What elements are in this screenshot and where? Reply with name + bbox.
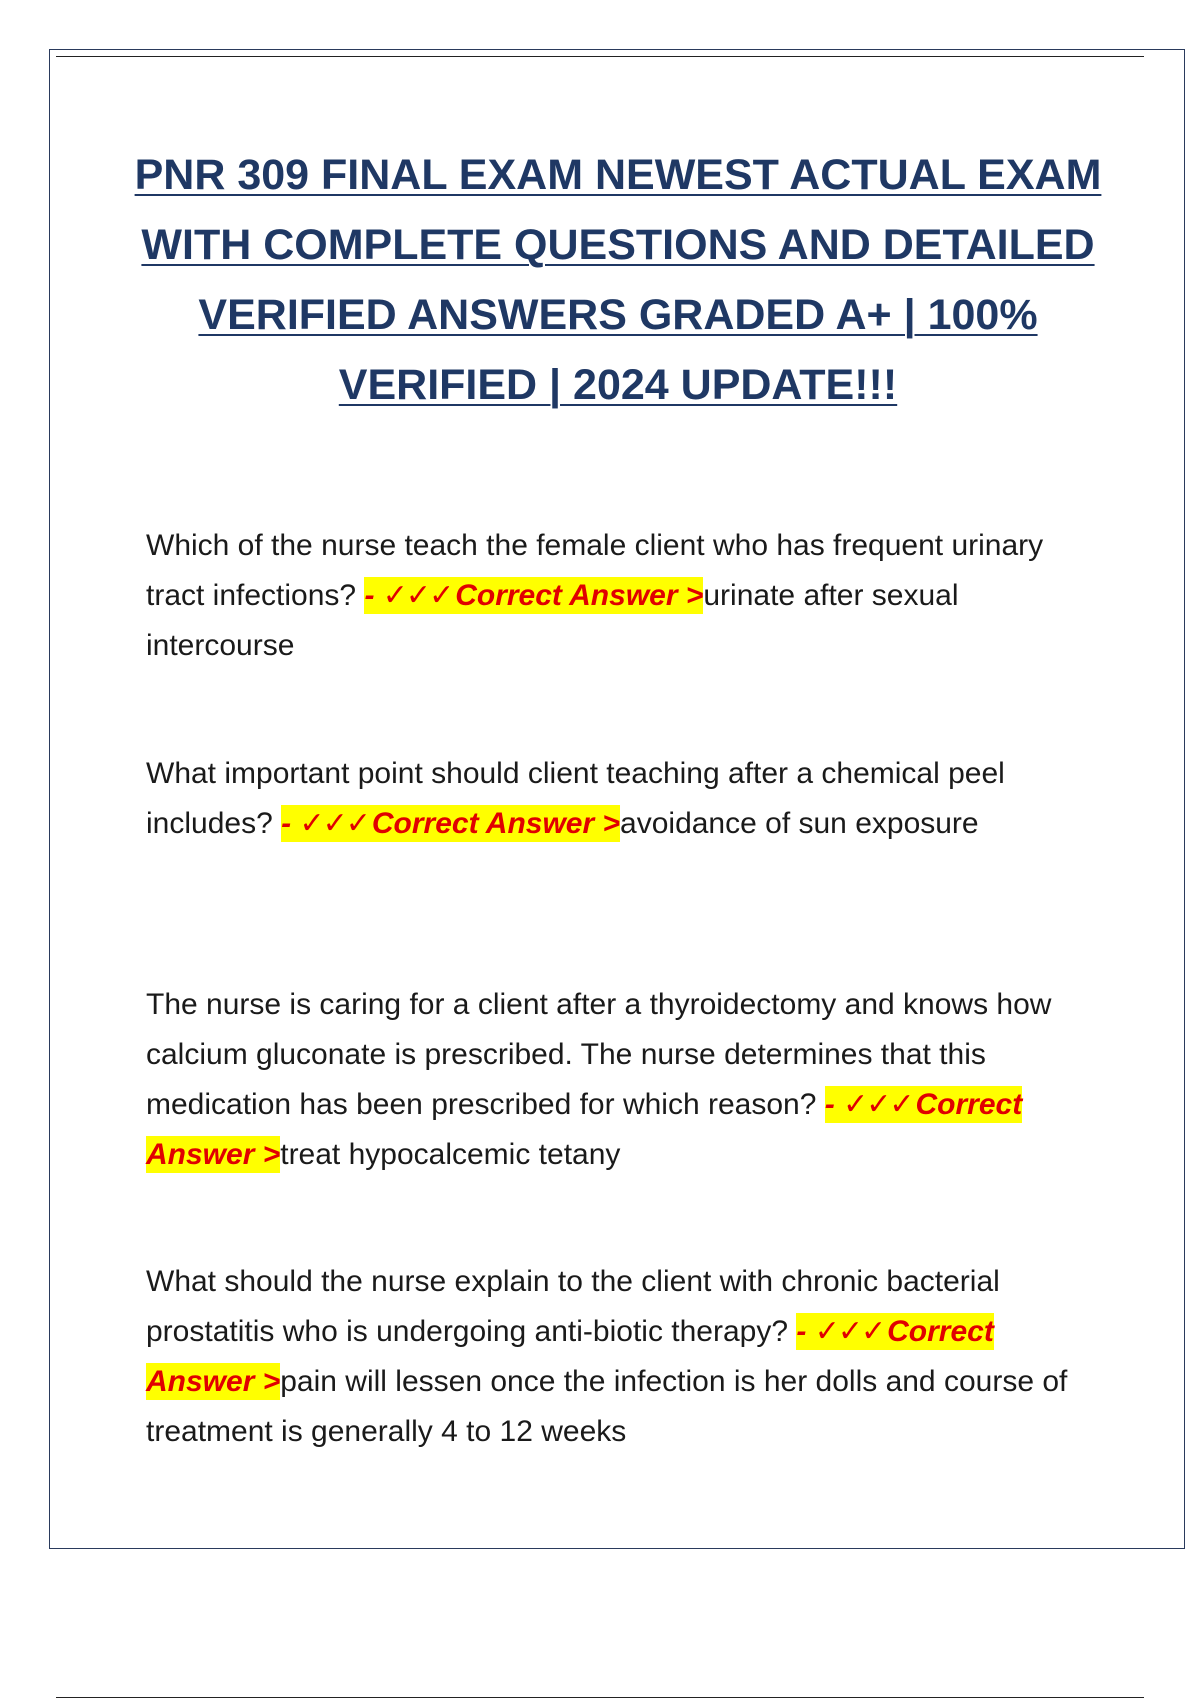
answer-text: pain will lessen once the infection is her dolls and course of treatment is generally 4 to 12 weeks	[146, 1365, 1068, 1448]
question-text: The nurse is caring for a client after a thyroidectomy and knows how calcium gluconate is prescribed. The nurse determines that this medication has been prescribed for which reason?	[146, 988, 1052, 1121]
marker-label: Correct Answer >	[146, 1315, 994, 1398]
bottom-rule	[56, 1697, 1144, 1698]
marker-label: Correct Answer >	[455, 579, 704, 612]
qa-item	[146, 1257, 1096, 1457]
document-title: PNR 309 FINAL EXAM NEWEST ACTUAL EXAM WITH COMPLETE QUESTIONS AND DETAILED VERIFIED ANSWERS GRADED A+ | 100% VERIFIED | 2024 UPDATE!!!	[134, 151, 1102, 409]
answer-text: avoidance of sun exposure	[620, 807, 979, 840]
question-text: What important point should client teaching after a chemical peel includes?	[146, 757, 1005, 840]
qa-item	[146, 980, 1096, 1180]
marker-label: Correct Answer >	[371, 807, 621, 840]
marker-dash: -	[281, 807, 292, 840]
checkmark-icon: ✓✓✓	[814, 1315, 885, 1348]
marker-dash: -	[796, 1315, 807, 1348]
top-rule	[56, 56, 1144, 57]
correct-answer-marker	[364, 577, 703, 614]
marker-dash: -	[364, 579, 375, 612]
question-text: What should the nurse explain to the client with chronic bacterial prostatitis who is undergoing anti-biotic therapy?	[146, 1265, 1000, 1348]
question-text: Which of the nurse teach the female client who has frequent urinary tract infections?	[146, 529, 1044, 612]
checkmark-icon: ✓✓✓	[299, 807, 369, 840]
marker-dash: -	[824, 1088, 835, 1121]
correct-answer-marker	[281, 805, 620, 842]
answer-text: urinate after sexual intercourse	[146, 579, 959, 662]
answer-text: treat hypocalcemic tetany	[280, 1138, 621, 1171]
checkmark-icon: ✓✓✓	[382, 579, 453, 612]
qa-item	[146, 521, 1096, 671]
marker-label: Correct Answer >	[146, 1088, 1023, 1171]
checkmark-icon: ✓✓✓	[843, 1088, 913, 1121]
qa-item	[146, 749, 1096, 849]
